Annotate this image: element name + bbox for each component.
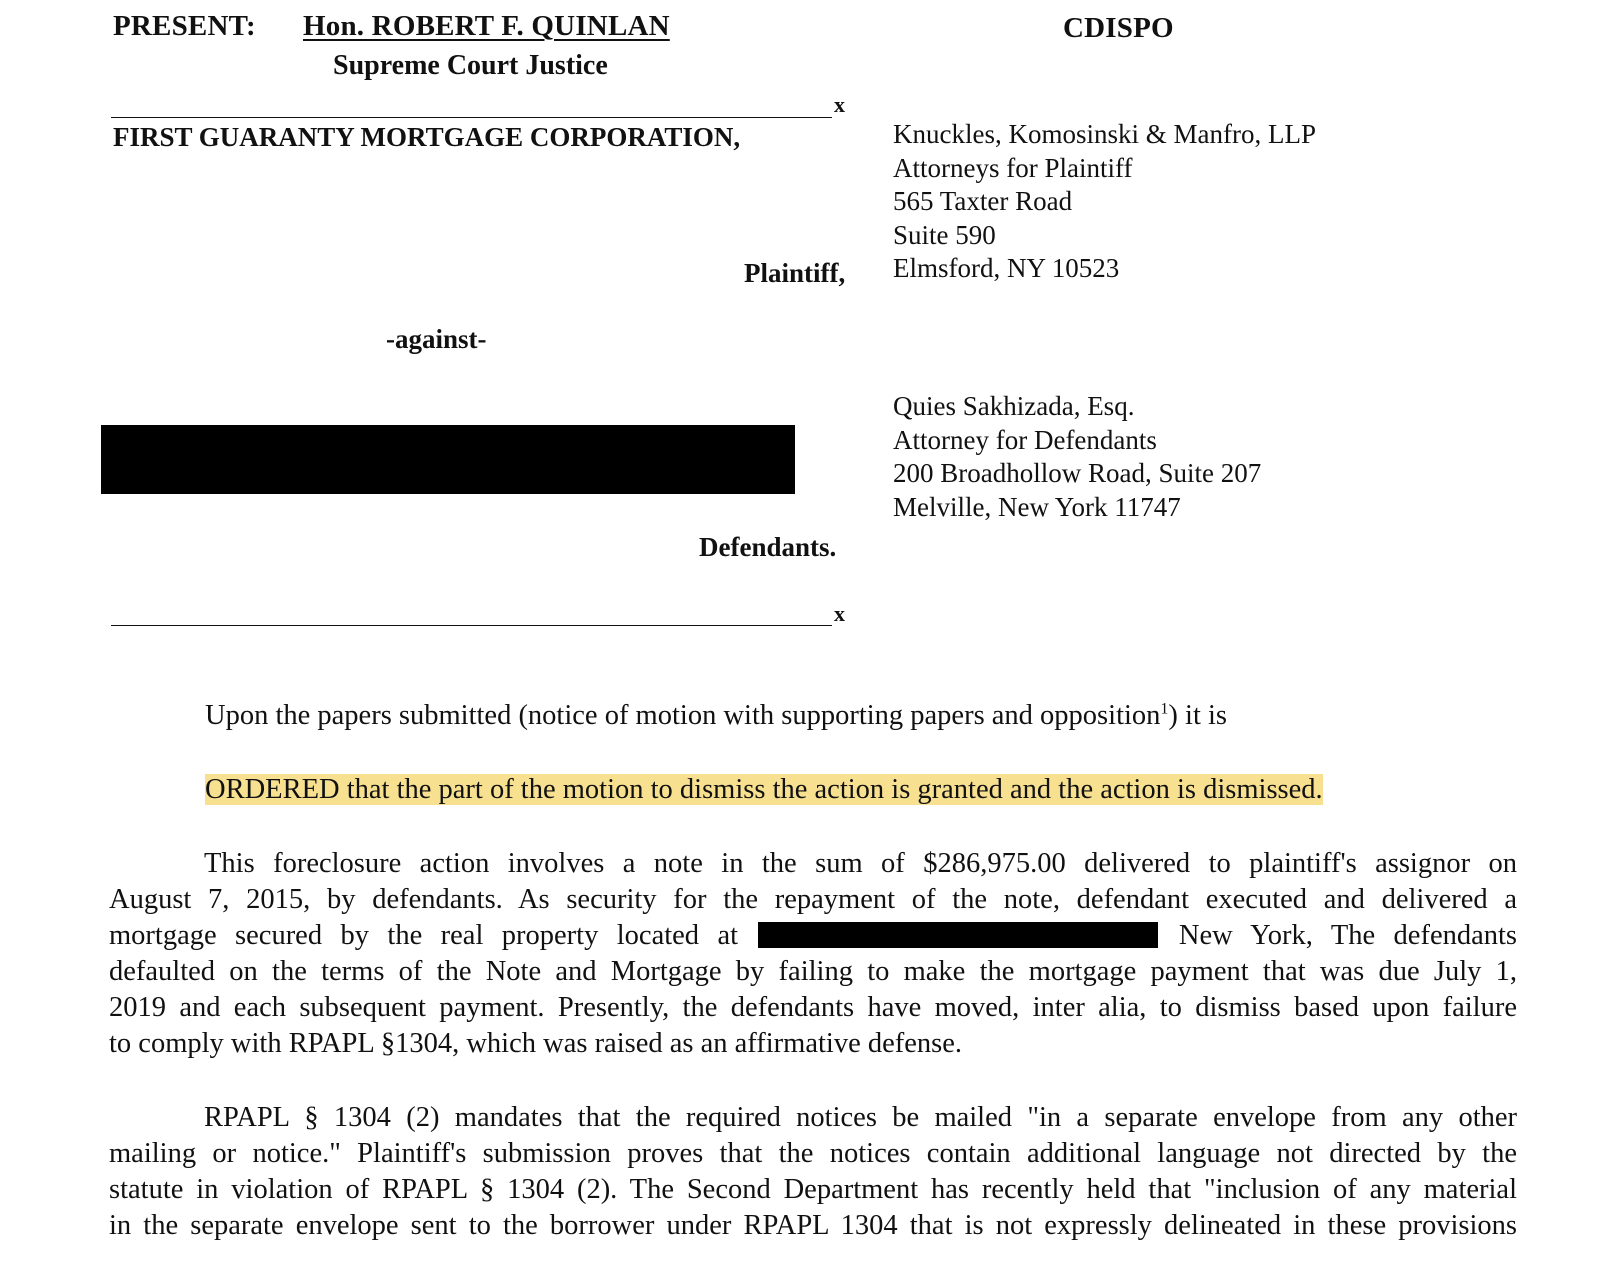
intro-sentence bbox=[205, 700, 1227, 732]
property-location-text: mortgage secured by the real property located at bbox=[109, 920, 739, 951]
defendant-counsel-name: Quies Sakhizada, Esq. bbox=[893, 391, 1135, 421]
paragraph-facts bbox=[109, 846, 1517, 1062]
plaintiff-role: Plaintiff, bbox=[744, 258, 846, 288]
judge-title: Supreme Court Justice bbox=[333, 50, 608, 81]
caption-top-rule bbox=[111, 117, 832, 118]
paragraph-line: defaulted on the terms of the Note and Mortgage by failing to make the mortgage payment that was due July 1, bbox=[109, 956, 1517, 987]
footnote-ref[interactable]: 1 bbox=[1160, 700, 1169, 718]
paragraph-line: This foreclosure action involves a note in the sum of $286,975.00 delivered to plaintiff's assignor on bbox=[204, 848, 1517, 879]
caption-bottom-rule bbox=[111, 625, 832, 626]
plaintiff-counsel-suite: Suite 590 bbox=[893, 219, 996, 250]
paragraph-rpapl bbox=[109, 1100, 1517, 1244]
plaintiff-counsel-street: 565 Taxter Road bbox=[893, 186, 1073, 216]
intro-text-end: ) it is bbox=[1168, 700, 1227, 731]
redacted-defendant-names bbox=[101, 425, 795, 494]
defendants-role: Defendants. bbox=[699, 532, 837, 562]
plaintiff-counsel-city: Elmsford, NY 10523 bbox=[893, 253, 1120, 283]
defendant-counsel-street: 200 Broadhollow Road, Suite 207 bbox=[893, 458, 1262, 488]
disposition-code: CDISPO bbox=[1063, 12, 1174, 44]
paragraph-line: in the separate envelope sent to the borrower under RPAPL 1304 that is not expressly delineated in these provisions bbox=[109, 1210, 1517, 1241]
defendant-counsel-city: Melville, New York 11747 bbox=[893, 491, 1181, 522]
caption-x-top: x bbox=[834, 92, 845, 117]
paragraph-line: statute in violation of RPAPL § 1304 (2). The Second Department has recently held that "inclusion of any material bbox=[109, 1174, 1517, 1205]
intro-text: Upon the papers submitted (notice of motion with supporting papers and opposition bbox=[205, 700, 1161, 731]
plaintiff-counsel-block bbox=[893, 118, 1316, 286]
plaintiff-name: FIRST GUARANTY MORTGAGE CORPORATION, bbox=[113, 122, 741, 152]
ordered-text-highlighted: ORDERED that the part of the motion to dismiss the action is granted and the action is dismissed. bbox=[205, 774, 1323, 805]
caption-x-bottom: x bbox=[834, 601, 845, 626]
plaintiff-counsel-firm: Knuckles, Komosinski & Manfro, LLP bbox=[893, 119, 1316, 149]
defendant-counsel-role: Attorney for Defendants bbox=[893, 424, 1157, 455]
redacted-property-address bbox=[758, 922, 1158, 948]
judge-name: Hon. ROBERT F. QUINLAN bbox=[303, 10, 670, 42]
paragraph-line-with-redaction bbox=[109, 918, 1517, 954]
ordered-paragraph bbox=[205, 774, 1323, 806]
paragraph-line: to comply with RPAPL §1304, which was raised as an affirmative defense. bbox=[109, 1028, 962, 1059]
plaintiff-counsel-role: Attorneys for Plaintiff bbox=[893, 152, 1133, 183]
present-label: PRESENT: bbox=[113, 10, 256, 42]
against-label: -against- bbox=[386, 324, 487, 354]
paragraph-line: mailing or notice." Plaintiff's submission proves that the notices contain additional language not directed by the bbox=[109, 1138, 1517, 1169]
paragraph-line: 2019 and each subsequent payment. Presently, the defendants have moved, inter alia, to dismiss based upon failure bbox=[109, 992, 1517, 1023]
paragraph-line: RPAPL § 1304 (2) mandates that the required notices be mailed "in a separate envelope from any other bbox=[204, 1102, 1517, 1133]
paragraph-line: August 7, 2015, by defendants. As security for the repayment of the note, defendant executed and delivered a bbox=[109, 884, 1517, 915]
property-location-text-end: New York, The defendants bbox=[1178, 920, 1517, 951]
defendant-counsel-block bbox=[893, 390, 1261, 524]
